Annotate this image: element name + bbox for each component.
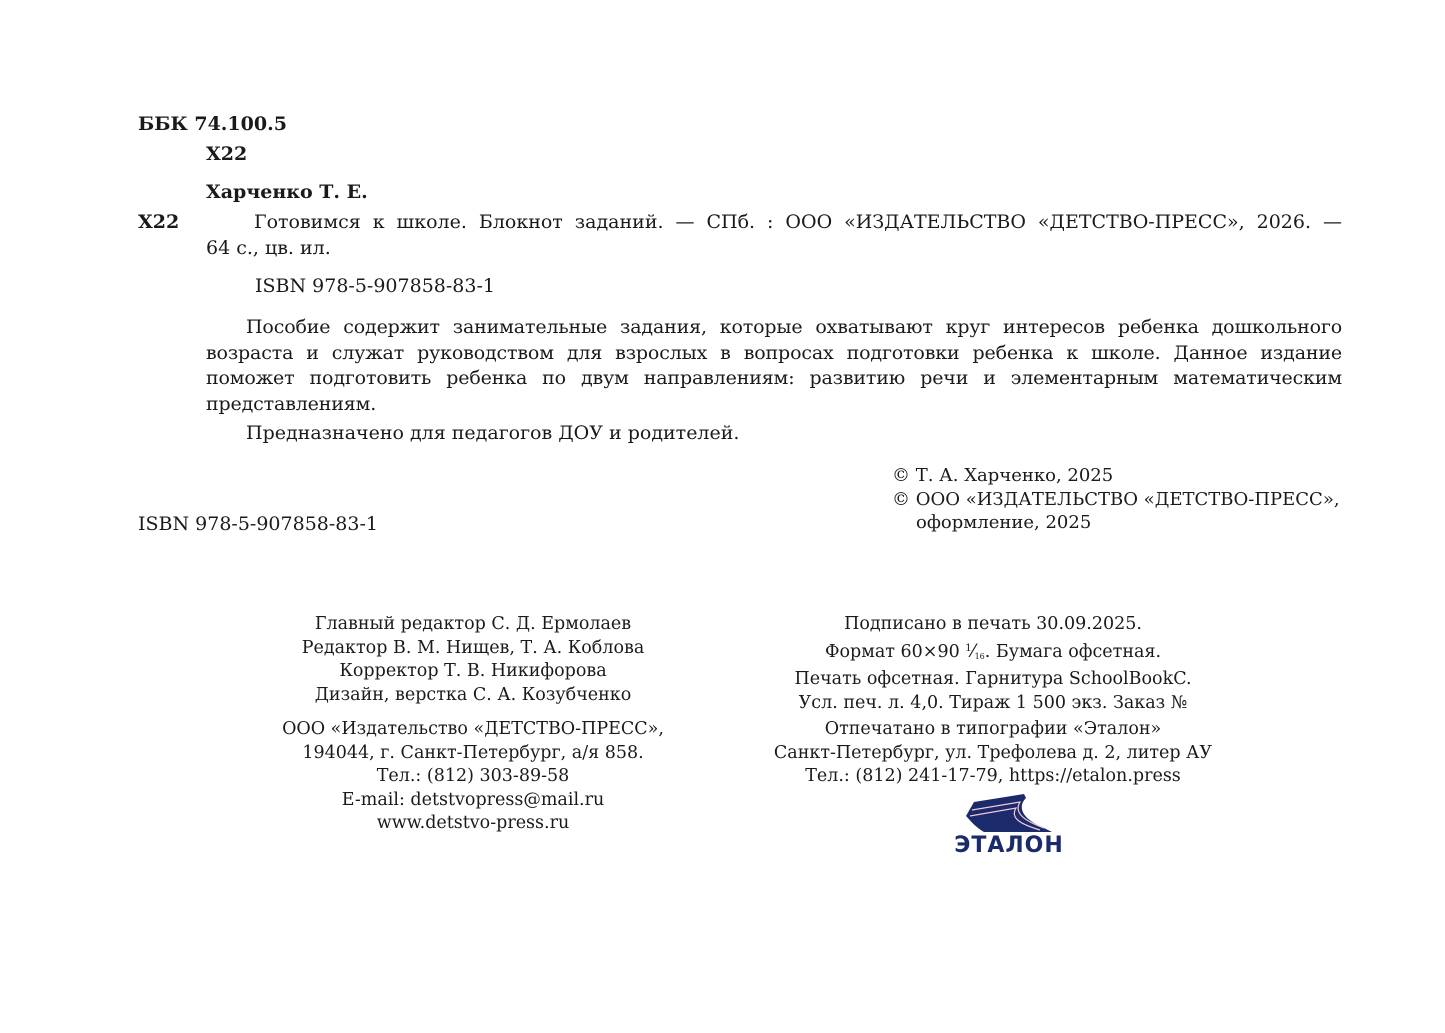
publisher-address: 194044, г. Санкт-Петербург, а/я 858.: [302, 742, 644, 763]
publisher-phone: Тел.: (812) 303-89-58: [376, 766, 570, 786]
format-fraction: $^1⁄_{16}$: [965, 641, 985, 662]
annotation-paragraph: Пособие содержит занимательные задания, которые охватывают круг интересов ребенка дошкольного возраста и служат руководством для взрослых в вопросах подготовки ребенка к школе. Данное издание поможет подготовить ребенка по двум направлениям: развитию речи и элементарным математическим представлениям.: [206, 316, 1342, 415]
printer-name: Отпечатано в типографии «Эталон»: [824, 719, 1162, 739]
publisher-website: www.detstvo-press.ru: [376, 813, 570, 833]
editorial-staff: [260, 613, 686, 707]
publisher-contacts: [260, 718, 686, 836]
author-code-side: Х22: [138, 211, 180, 233]
staff-editors: Редактор В. М. Нищев, Т. А. Коблова: [301, 637, 645, 658]
bbk-code: ББК 74.100.5: [138, 113, 287, 135]
printer-address: Санкт-Петербург, ул. Трефолева д. 2, литер АУ: [773, 742, 1213, 763]
printer-info: [760, 718, 1226, 789]
bibliographic-pages: 64 с., цв. ил.: [206, 237, 331, 259]
etalon-logo-text: ЭТАЛОН: [954, 833, 1064, 858]
isbn-bottom: ISBN 978-5-907858-83-1: [138, 513, 378, 535]
print-method: Печать офсетная. Гарнитура SchoolBookC.: [794, 669, 1192, 689]
copyright-design: оформление, 2025: [916, 512, 1092, 533]
audience-note: Предназначено для педагогов ДОУ и родителей.: [246, 422, 740, 444]
print-signed-date: Подписано в печать 30.09.2025.: [844, 614, 1142, 634]
bibliographic-title: [206, 210, 1342, 234]
publisher-name: ООО «Издательство «ДЕТСТВО-ПРЕСС»,: [282, 719, 664, 739]
printer-contacts: Тел.: (812) 241-17-79, https://etalon.press: [805, 766, 1181, 786]
staff-proofreader: Корректор Т. В. Никифорова: [339, 661, 607, 681]
author-code-top: Х22: [206, 143, 248, 165]
print-format: Формат 60×90 $^1⁄_{16}$. Бумага офсетная.: [824, 641, 1162, 662]
publisher-email: E-mail: detstvopress@mail.ru: [341, 789, 605, 810]
print-volume: Усл. печ. л. 4,0. Тираж 1 500 экз. Заказ №: [798, 692, 1188, 713]
author-name: Харченко Т. Е.: [206, 181, 368, 203]
staff-designer: Дизайн, верстка С. А. Козубченко: [314, 684, 632, 705]
copyright-publisher: © ООО «ИЗДАТЕЛЬСТВО «ДЕТСТВО-ПРЕСС»,: [892, 488, 1340, 510]
bibliographic-title-text: Готовимся к школе. Блокнот заданий. — СПб. : ООО «ИЗДАТЕЛЬСТВО «ДЕТСТВО-ПРЕСС», 2026. —: [254, 211, 1342, 233]
print-info: [770, 613, 1216, 715]
staff-chief-editor: Главный редактор С. Д. Ермолаев: [314, 614, 632, 634]
copyright-author: © Т. А. Харченко, 2025: [892, 465, 1114, 486]
isbn-top: ISBN 978-5-907858-83-1: [255, 275, 495, 297]
copyright-block: [892, 464, 1340, 535]
